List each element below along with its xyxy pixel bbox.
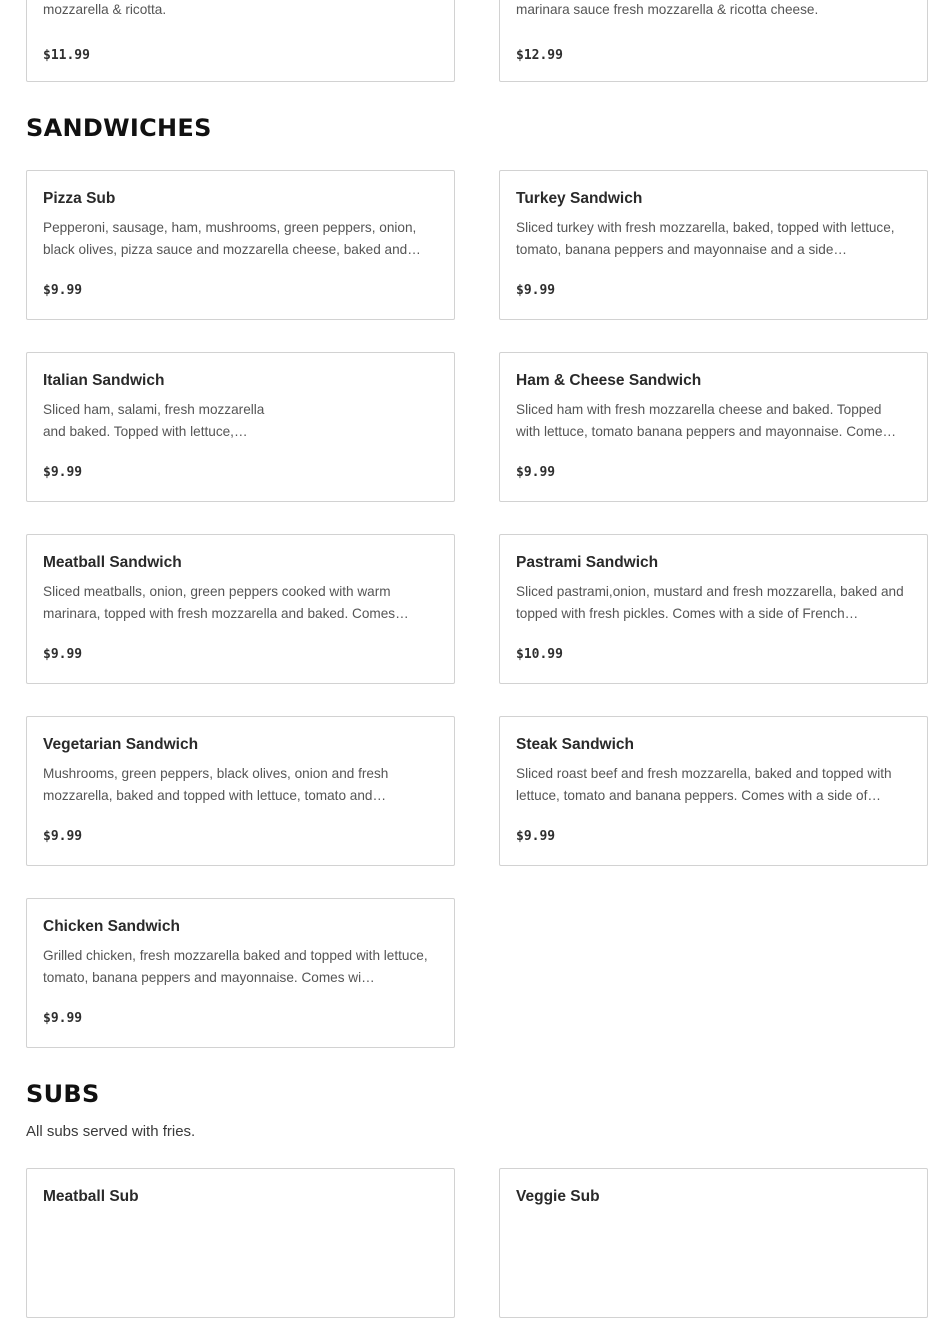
menu-item-card[interactable] (26, 0, 455, 82)
item-name: Pizza Sub (43, 190, 116, 207)
item-price: $9.99 (43, 1011, 83, 1026)
item-price: $9.99 (516, 829, 556, 844)
item-name: Vegetarian Sandwich (43, 736, 199, 753)
item-price: $11.99 (43, 48, 90, 63)
item-name: Veggie Sub (516, 1188, 600, 1205)
item-description: Sliced turkey with fresh mozzarella, baked, topped with lettuce, tomato, banana peppers and mayonnaise and a side… (516, 220, 895, 257)
item-name: Chicken Sandwich (43, 918, 180, 935)
section-subtitle-subs: All subs served with fries. (26, 1123, 196, 1140)
item-name: Turkey Sandwich (516, 190, 643, 207)
item-name: Italian Sandwich (43, 372, 165, 389)
item-name: Steak Sandwich (516, 736, 635, 753)
item-description: Pepperoni, sausage, ham, mushrooms, green peppers, onion, black olives, pizza sauce and mozzarella cheese, baked and… (43, 220, 421, 257)
menu-item-ham-cheese-sandwich[interactable] (499, 352, 928, 502)
menu-item-italian-sandwich[interactable] (26, 352, 455, 502)
item-description: Sliced roast beef and fresh mozzarella, baked and topped with lettuce, tomato and banana peppers. Comes with a side of… (516, 766, 892, 803)
item-price: $10.99 (516, 647, 563, 662)
item-description: Sliced ham, salami, fresh mozzarella and baked. Topped with lettuce,… (43, 402, 265, 439)
item-price: $9.99 (43, 647, 83, 662)
item-description: Mushrooms, green peppers, black olives, onion and fresh mozzarella, baked and topped with lettuce, tomato and… (43, 766, 389, 803)
menu-item-pizza-sub[interactable] (26, 170, 455, 320)
menu-item-chicken-sandwich[interactable] (26, 898, 455, 1048)
item-price: $9.99 (516, 283, 556, 298)
item-description: mozzarella & ricotta. (43, 2, 167, 17)
item-name: Pastrami Sandwich (516, 554, 659, 571)
item-name: Meatball Sub (43, 1188, 139, 1205)
item-name: Meatball Sandwich (43, 554, 182, 571)
section-title-subs: SUBS (26, 1080, 100, 1108)
item-description: Sliced pastrami,onion, mustard and fresh mozzarella, baked and topped with fresh pickles. Comes with a side of French… (516, 584, 904, 621)
item-price: $9.99 (43, 465, 83, 480)
menu-item-turkey-sandwich[interactable] (499, 170, 928, 320)
menu-item-meatball-sandwich[interactable] (26, 534, 455, 684)
item-price: $12.99 (516, 48, 563, 63)
menu-item-meatball-sub[interactable] (26, 1168, 455, 1318)
item-price: $9.99 (43, 283, 83, 298)
item-description: Grilled chicken, fresh mozzarella baked and topped with lettuce, tomato, banana peppers and mayonnaise. Comes wi… (43, 948, 428, 985)
menu-item-steak-sandwich[interactable] (499, 716, 928, 866)
menu-item-veggie-sub[interactable] (499, 1168, 928, 1318)
menu-item-card[interactable] (499, 0, 928, 82)
item-description: Sliced meatballs, onion, green peppers cooked with warm marinara, topped with fresh mozzarella and baked. Comes… (43, 584, 409, 621)
item-description: marinara sauce fresh mozzarella & ricotta cheese. (516, 2, 819, 17)
item-price: $9.99 (516, 465, 556, 480)
item-description: Sliced ham with fresh mozzarella cheese and baked. Topped with lettuce, tomato banana peppers and mayonnaise. Come… (516, 402, 897, 439)
section-title-sandwiches: SANDWICHES (26, 114, 212, 142)
menu-item-pastrami-sandwich[interactable] (499, 534, 928, 684)
item-name: Ham & Cheese Sandwich (516, 372, 702, 389)
menu-item-vegetarian-sandwich[interactable] (26, 716, 455, 866)
item-price: $9.99 (43, 829, 83, 844)
